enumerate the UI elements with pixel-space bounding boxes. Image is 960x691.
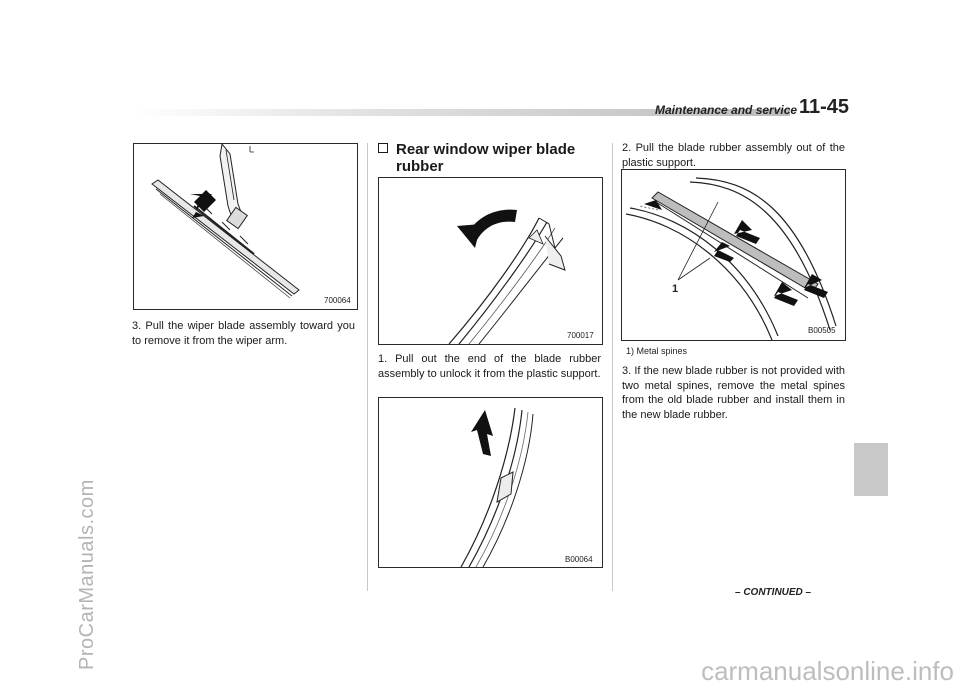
figure-pull-blade-end <box>378 177 603 345</box>
chapter-tab <box>854 443 888 496</box>
figure-metal-spines <box>621 169 846 341</box>
step-2-pull-out-rubber: 2. Pull the blade rubber assembly out of the plastic support. <box>622 142 845 169</box>
figure-code: 700064 <box>324 296 351 305</box>
watermark-bottom: carmanualsonline.info <box>701 656 954 686</box>
figure-wiper-blade-removal <box>133 143 358 310</box>
blade-unlock-illustration <box>379 398 602 567</box>
blade-end-illustration <box>379 178 602 344</box>
callout-label: 1 <box>672 283 679 295</box>
step-3-metal-spines: 3. If the new blade rubber is not provided with two metal spines, remove the metal spines from the old blade rubber and install them in the new blade rubber. <box>622 365 845 421</box>
column-divider <box>367 143 368 591</box>
figure-code: B00505 <box>808 326 836 335</box>
figure-legend: 1) Metal spines <box>626 346 688 356</box>
figure-blade-unlocked <box>378 397 603 568</box>
wiper-blade-illustration <box>134 144 357 309</box>
metal-spines-illustration <box>622 170 845 340</box>
section-marker-icon <box>378 143 388 153</box>
section-header: Maintenance and service <box>655 103 798 117</box>
page-number: 11-45 <box>799 96 850 118</box>
section-title-text: Rear window wiper blade rubber <box>396 141 576 175</box>
step-3-remove-blade: 3. Pull the wiper blade assembly toward you to remove it from the wiper arm. <box>132 320 355 347</box>
figure-code: B00064 <box>565 555 593 564</box>
figure-code: 700017 <box>567 331 594 340</box>
continued-note: – CONTINUED – <box>735 587 812 598</box>
watermark-side: ProCarManuals.com <box>76 479 98 670</box>
step-1-unlock-blade: 1. Pull out the end of the blade rubber assembly to unlock it from the plastic support. <box>378 353 601 380</box>
column-divider <box>612 143 613 591</box>
